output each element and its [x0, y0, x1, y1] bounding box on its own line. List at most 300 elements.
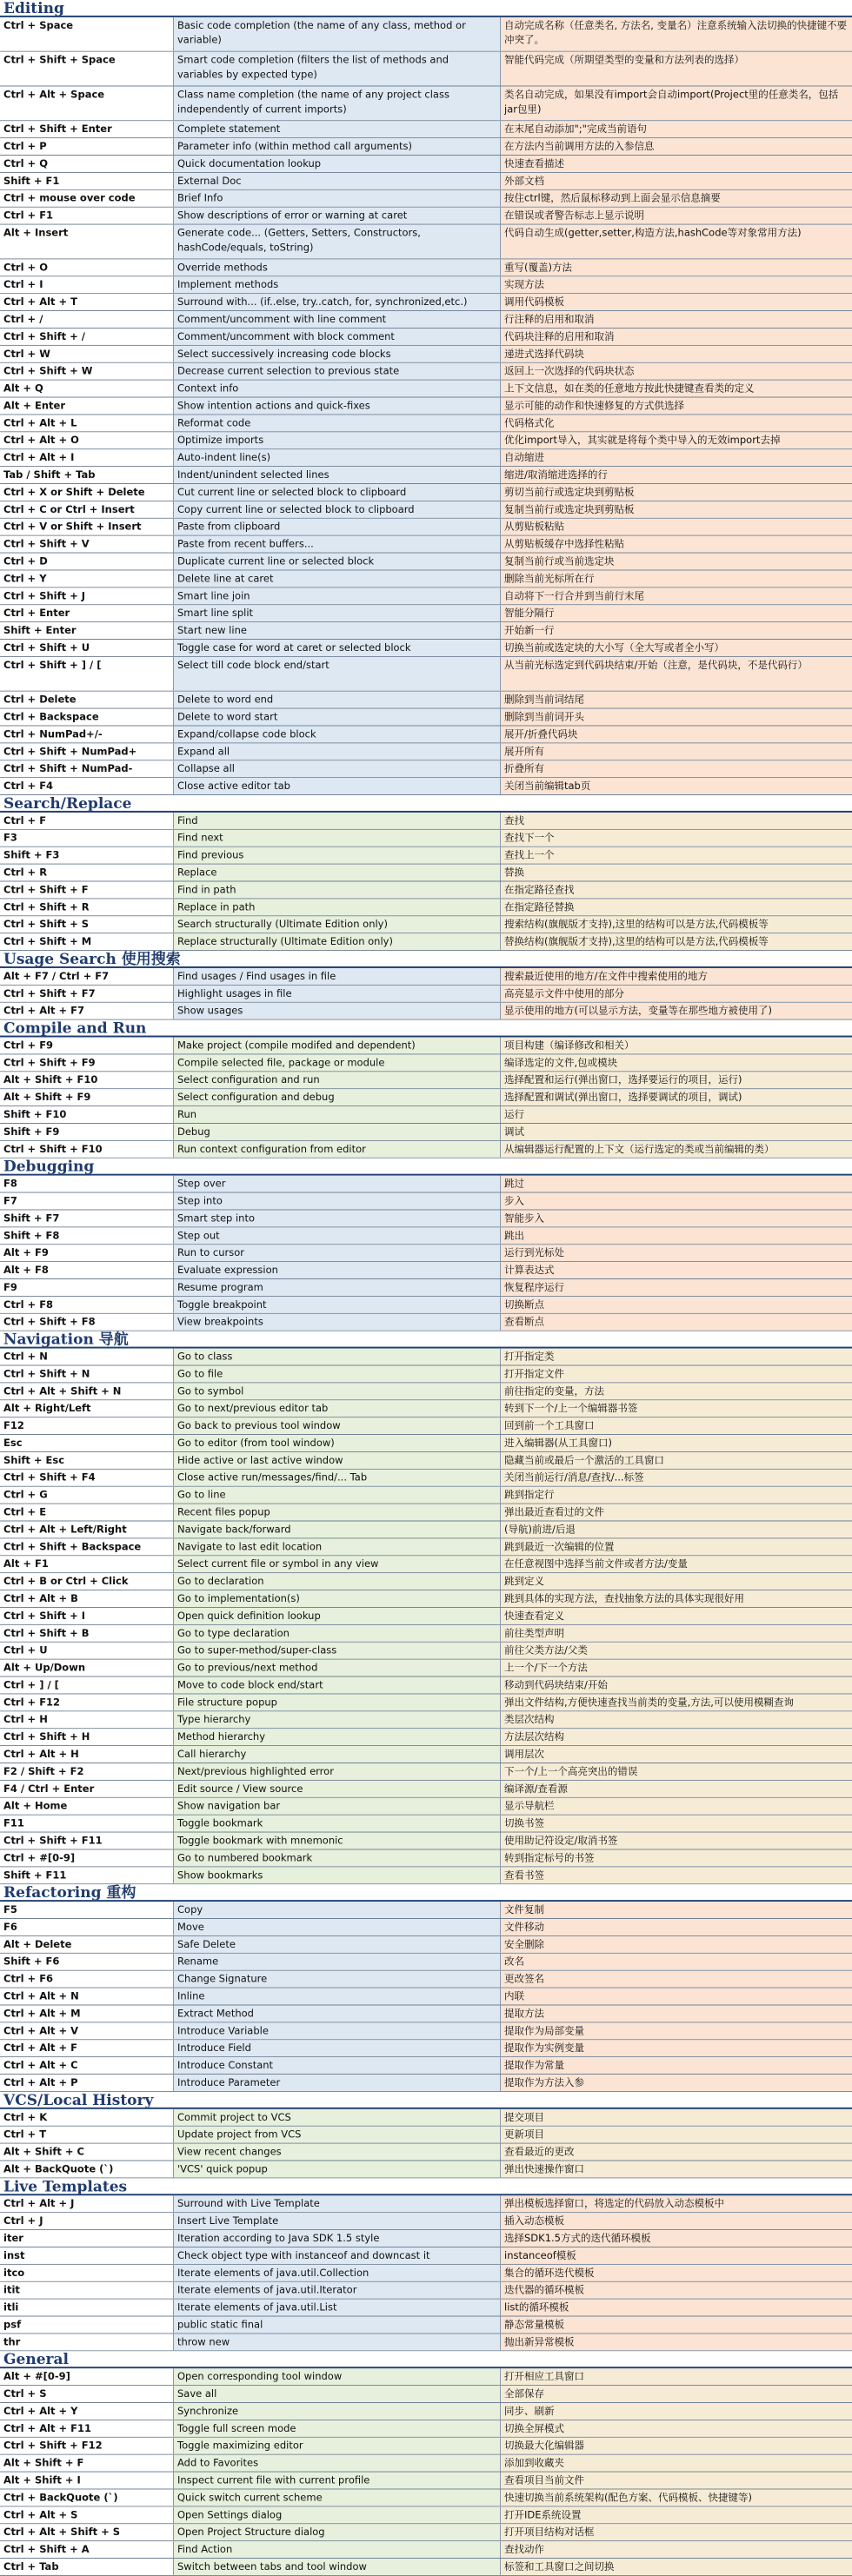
- shortcut-key: Shift + F3: [0, 847, 174, 864]
- shortcut-chinese-description: 弹出快速操作窗口: [501, 2161, 852, 2178]
- shortcut-chinese-description: 显示导航栏: [501, 1798, 852, 1815]
- shortcut-chinese-description: 显示可能的动作和快速修复的方式供选择: [501, 398, 852, 415]
- table-row: [0, 2368, 852, 2386]
- shortcut-key: Ctrl + Alt + S: [0, 2506, 174, 2523]
- shortcut-description: Replace in path: [174, 899, 501, 915]
- shortcut-description: Smart code completion (filters the list of methods and variables by expected type): [174, 52, 501, 86]
- section: [0, 951, 852, 1020]
- shortcut-key: Ctrl + Shift + H: [0, 1729, 174, 1745]
- shortcut-key: Shift + Esc: [0, 1452, 174, 1469]
- section-title: Navigation 导航: [0, 1331, 852, 1349]
- table-row: [0, 2559, 852, 2576]
- shortcut-description: Copy: [174, 1902, 501, 1918]
- shortcut-chinese-description: 代码块注释的启用和取消: [501, 329, 852, 345]
- shortcut-chinese-description: 实现方法: [501, 276, 852, 293]
- section: [0, 1331, 852, 1885]
- shortcut-key: Ctrl + D: [0, 554, 174, 570]
- table-row: [0, 363, 852, 381]
- shortcut-description: Basic code completion (the name of any class, method or variable): [174, 17, 501, 51]
- shortcut-chinese-description: 剪切当前行或选定块到剪贴板: [501, 484, 852, 501]
- table-row: [0, 881, 852, 899]
- table-row: [0, 156, 852, 173]
- shortcut-description: Find next: [174, 830, 501, 846]
- table-row: [0, 2109, 852, 2127]
- table-row: [0, 1729, 852, 1746]
- shortcut-description: Implement methods: [174, 276, 501, 293]
- shortcut-description: Run: [174, 1106, 501, 1123]
- shortcut-key: Ctrl + Shift + J: [0, 588, 174, 604]
- shortcut-description: Introduce Variable: [174, 2022, 501, 2039]
- shortcut-description: Parameter info (within method call arguments): [174, 138, 501, 155]
- shortcut-chinese-description: 从剪贴板粘贴: [501, 519, 852, 535]
- table-row: [0, 381, 852, 398]
- shortcut-key: Ctrl + W: [0, 346, 174, 362]
- shortcut-chinese-description: 选择配置和运行(弹出窗口，选择要运行的项目，运行): [501, 1072, 852, 1088]
- shortcut-key: Alt + Q: [0, 381, 174, 397]
- table-row: [0, 2403, 852, 2420]
- shortcut-description: Update project from VCS: [174, 2127, 501, 2143]
- table-row: [0, 1072, 852, 1089]
- shortcut-description: Open quick definition lookup: [174, 1608, 501, 1624]
- shortcut-description: Show descriptions of error or warning at caret: [174, 208, 501, 224]
- shortcut-description: Go to editor (from tool window): [174, 1435, 501, 1451]
- shortcut-description: Hide active or last active window: [174, 1452, 501, 1469]
- shortcut-key: Ctrl + H: [0, 1711, 174, 1728]
- table-row: [0, 1849, 852, 1867]
- shortcut-key: Alt + F8: [0, 1262, 174, 1278]
- shortcut-chinese-description: 跳到定义: [501, 1573, 852, 1590]
- shortcut-key: Ctrl + Alt + J: [0, 2195, 174, 2212]
- shortcut-description: public static final: [174, 2317, 501, 2334]
- table-row: [0, 1763, 852, 1781]
- shortcut-key: Ctrl + F6: [0, 1971, 174, 1988]
- shortcut-key: Ctrl + X or Shift + Delete: [0, 484, 174, 501]
- table-row: [0, 1504, 852, 1522]
- table-row: [0, 1141, 852, 1159]
- shortcut-key: itco: [0, 2265, 174, 2281]
- shortcut-key: F3: [0, 830, 174, 846]
- shortcut-description: Introduce Constant: [174, 2057, 501, 2074]
- shortcut-key: F8: [0, 1176, 174, 1192]
- shortcut-key: Ctrl + Alt + B: [0, 1590, 174, 1607]
- shortcut-chinese-description: 切换书签: [501, 1816, 852, 1832]
- table-row: [0, 467, 852, 484]
- table-row: [0, 1677, 852, 1695]
- shortcut-description: Extract Method: [174, 2005, 501, 2022]
- shortcut-key: Alt + Shift + C: [0, 2144, 174, 2161]
- table-row: [0, 933, 852, 951]
- table-row: [0, 501, 852, 519]
- table-row: [0, 1349, 852, 1366]
- shortcut-key: Ctrl + T: [0, 2127, 174, 2143]
- shortcut-description: Iterate elements of java.util.Collection: [174, 2265, 501, 2281]
- shortcut-description: Show navigation bar: [174, 1798, 501, 1815]
- shortcut-key: F6: [0, 1919, 174, 1935]
- shortcut-chinese-description: 编译源/查看源: [501, 1781, 852, 1797]
- shortcut-key: Ctrl + Shift + U: [0, 640, 174, 656]
- shortcut-chinese-description: 前往父类方法/父类: [501, 1643, 852, 1659]
- shortcut-key: Ctrl + Alt + F: [0, 2040, 174, 2056]
- shortcut-key: Alt + Enter: [0, 398, 174, 415]
- shortcut-key: Ctrl + P: [0, 138, 174, 155]
- shortcut-chinese-description: 打开指定文件: [501, 1365, 852, 1382]
- table-row: [0, 2524, 852, 2541]
- shortcut-key: Shift + F7: [0, 1210, 174, 1226]
- shortcut-description: Delete to word end: [174, 692, 501, 708]
- shortcut-chinese-description: 关闭当前运行/消息/查找/...标签: [501, 1470, 852, 1486]
- shortcut-description: Go to type declaration: [174, 1625, 501, 1642]
- shortcut-key: F5: [0, 1902, 174, 1918]
- shortcut-description: Toggle maximizing editor: [174, 2438, 501, 2454]
- shortcut-description: throw new: [174, 2334, 501, 2350]
- shortcut-key: Ctrl + Alt + P: [0, 2075, 174, 2091]
- shortcut-key: Alt + Shift + F: [0, 2455, 174, 2472]
- shortcut-key: Ctrl + ] / [: [0, 1677, 174, 1694]
- shortcut-description: Show intention actions and quick-fixes: [174, 398, 501, 415]
- table-row: [0, 865, 852, 882]
- shortcut-chinese-description: 删除到当前词开头: [501, 709, 852, 726]
- shortcut-description: Close active editor tab: [174, 778, 501, 794]
- table-row: [0, 1487, 852, 1504]
- table-row: [0, 813, 852, 830]
- shortcut-chinese-description: 跳到具体的实现方法，查找抽象方法的具体实现很好用: [501, 1590, 852, 1607]
- shortcut-chinese-description: 弹出文件结构,方便快速查找当前类的变量,方法,可以使用模糊查询: [501, 1694, 852, 1710]
- shortcut-key: Ctrl + Alt + H: [0, 1746, 174, 1763]
- table-row: [0, 1106, 852, 1124]
- section: [0, 1884, 852, 2092]
- shortcut-description: Find in path: [174, 881, 501, 898]
- shortcut-description: Brief Info: [174, 190, 501, 207]
- table-row: [0, 2040, 852, 2057]
- shortcut-key: Ctrl + Alt + I: [0, 449, 174, 466]
- shortcut-chinese-description: 查找上一个: [501, 847, 852, 864]
- table-row: [0, 726, 852, 743]
- shortcut-description: Run to cursor: [174, 1245, 501, 1261]
- shortcut-key: Ctrl + BackQuote (`): [0, 2489, 174, 2506]
- shortcut-key: Ctrl + Shift + F8: [0, 1314, 174, 1331]
- shortcut-key: Ctrl + Alt + T: [0, 294, 174, 310]
- shortcut-description: Collapse all: [174, 760, 501, 777]
- shortcut-description: Synchronize: [174, 2403, 501, 2420]
- shortcut-key: Ctrl + Shift + M: [0, 933, 174, 950]
- shortcut-chinese-description: 计算表达式: [501, 1262, 852, 1278]
- shortcut-key: Ctrl + Shift + F10: [0, 1141, 174, 1158]
- shortcut-chinese-description: 显示使用的地方(可以显示方法，变量等在那些地方被使用了): [501, 1003, 852, 1019]
- shortcut-chinese-description: 智能代码完成（所期望类型的变量和方法列表的选择）: [501, 52, 852, 86]
- table-row: [0, 449, 852, 467]
- shortcut-chinese-description: 按住ctrl键，然后鼠标移动到上面会显示信息摘要: [501, 190, 852, 207]
- shortcut-description: Comment/uncomment with line comment: [174, 311, 501, 328]
- shortcut-key: Ctrl + Alt + C: [0, 2057, 174, 2074]
- section-title: Search/Replace: [0, 795, 852, 813]
- shortcut-key: F11: [0, 1816, 174, 1832]
- shortcut-description: Find usages / Find usages in file: [174, 968, 501, 985]
- table-row: [0, 709, 852, 727]
- table-row: [0, 225, 852, 260]
- shortcut-key: Esc: [0, 1435, 174, 1451]
- shortcut-key: F7: [0, 1193, 174, 1210]
- shortcut-key: Ctrl + K: [0, 2109, 174, 2126]
- table-row: [0, 190, 852, 208]
- shortcut-chinese-description: 代码格式化: [501, 415, 852, 431]
- shortcut-key: Shift + F1: [0, 173, 174, 189]
- shortcut-description: Edit source / View source: [174, 1781, 501, 1797]
- shortcut-description: Select configuration and run: [174, 1072, 501, 1088]
- shortcut-description: Go to file: [174, 1365, 501, 1382]
- shortcut-chinese-description: 提取作为局部变量: [501, 2022, 852, 2039]
- table-row: [0, 1314, 852, 1331]
- table-row: [0, 1711, 852, 1729]
- shortcut-description: Duplicate current line or selected block: [174, 554, 501, 570]
- table-row: [0, 17, 852, 52]
- shortcut-chinese-description: 搜索结构(旗舰版才支持),这里的结构可以是方法,代码模板等: [501, 916, 852, 933]
- shortcut-chinese-description: 优化import导入，其实就是将每个类中导入的无效import去掉: [501, 432, 852, 448]
- shortcut-chinese-description: 在错误或者警告标志上显示说明: [501, 208, 852, 224]
- shortcut-key: F4 / Ctrl + Enter: [0, 1781, 174, 1797]
- shortcut-chinese-description: 展开所有: [501, 743, 852, 760]
- shortcut-description: Debug: [174, 1124, 501, 1140]
- shortcut-key: Ctrl + Shift + F: [0, 881, 174, 898]
- table-row: [0, 2420, 852, 2438]
- shortcut-chinese-description: 上下文信息，如在类的任意地方按此快捷键查看类的定义: [501, 381, 852, 397]
- shortcut-chinese-description: (导航)前进/后退: [501, 1521, 852, 1537]
- table-row: [0, 2195, 852, 2213]
- shortcut-chinese-description: 从当前光标选定到代码块结束/开始（注意，是代码块，不是代码行）: [501, 657, 852, 691]
- shortcut-chinese-description: 调用层次: [501, 1746, 852, 1763]
- shortcut-chinese-description: 代码自动生成(getter,setter,构造方法,hashCode等对象常用方法): [501, 225, 852, 259]
- shortcut-description: Quick switch current scheme: [174, 2489, 501, 2506]
- table-row: [0, 208, 852, 225]
- shortcut-description: View breakpoints: [174, 1314, 501, 1331]
- shortcut-description: Step into: [174, 1193, 501, 1210]
- table-row: [0, 1470, 852, 1487]
- shortcut-description: Add to Favorites: [174, 2455, 501, 2472]
- shortcut-chinese-description: list的循环模板: [501, 2300, 852, 2316]
- table-row: [0, 415, 852, 432]
- shortcut-description: Paste from recent buffers...: [174, 536, 501, 553]
- shortcut-key: itli: [0, 2300, 174, 2316]
- shortcut-key: Ctrl + F8: [0, 1297, 174, 1313]
- section: [0, 1020, 852, 1159]
- shortcut-description: Go to implementation(s): [174, 1590, 501, 1607]
- shortcut-chinese-description: 类名自动完成，如果没有import会自动import(Project里的任意类名，包括jar包里): [501, 86, 852, 120]
- section: [0, 2351, 852, 2576]
- shortcut-key: Ctrl + O: [0, 259, 174, 276]
- shortcut-description: Go to class: [174, 1349, 501, 1365]
- table-row: [0, 519, 852, 536]
- shortcut-key: F9: [0, 1279, 174, 1296]
- table-row: [0, 2057, 852, 2075]
- shortcut-key: Shift + F10: [0, 1106, 174, 1123]
- shortcut-key: Ctrl + G: [0, 1487, 174, 1504]
- table-row: [0, 1936, 852, 1954]
- shortcut-key: Ctrl + Shift + A: [0, 2541, 174, 2558]
- shortcut-description: Open Project Structure dialog: [174, 2524, 501, 2540]
- table-row: [0, 1038, 852, 1055]
- shortcut-key: Alt + F7 / Ctrl + F7: [0, 968, 174, 985]
- shortcut-chinese-description: 调试: [501, 1124, 852, 1140]
- table-row: [0, 1971, 852, 1988]
- shortcut-chinese-description: 查看项目当前文件: [501, 2473, 852, 2489]
- shortcut-key: Shift + Enter: [0, 622, 174, 639]
- shortcut-chinese-description: 展开/折叠代码块: [501, 726, 852, 742]
- shortcut-key: Ctrl + Backspace: [0, 709, 174, 726]
- shortcut-chinese-description: 更新项目: [501, 2127, 852, 2143]
- table-row: [0, 1279, 852, 1297]
- shortcut-description: Toggle breakpoint: [174, 1297, 501, 1313]
- shortcut-chinese-description: 插入动态模板: [501, 2213, 852, 2229]
- shortcut-description: Open corresponding tool window: [174, 2368, 501, 2385]
- table-row: [0, 2317, 852, 2334]
- shortcut-chinese-description: 隐藏当前或最后一个激活的工具窗口: [501, 1452, 852, 1469]
- shortcut-chinese-description: 切换最大化编辑器: [501, 2438, 852, 2454]
- table-row: [0, 2489, 852, 2506]
- shortcut-description: Find previous: [174, 847, 501, 864]
- table-row: [0, 346, 852, 363]
- shortcut-key: Ctrl + Alt + F11: [0, 2420, 174, 2437]
- shortcut-key: Alt + F1: [0, 1556, 174, 1572]
- table-row: [0, 1400, 852, 1417]
- shortcut-chinese-description: 智能步入: [501, 1210, 852, 1226]
- shortcut-chinese-description: 标签和工具窗口之间切换: [501, 2559, 852, 2575]
- section: [0, 795, 852, 951]
- shortcut-description: Complete statement: [174, 121, 501, 137]
- shortcut-chinese-description: 迭代器的循环模板: [501, 2282, 852, 2299]
- shortcut-description: Go to numbered bookmark: [174, 1849, 501, 1866]
- shortcut-description: Inline: [174, 1988, 501, 2005]
- section: [0, 2092, 852, 2178]
- shortcut-chinese-description: 在末尾自动添加";"完成当前语句: [501, 121, 852, 137]
- table-row: [0, 2282, 852, 2300]
- shortcut-description: Optimize imports: [174, 432, 501, 448]
- shortcut-description: Recent files popup: [174, 1504, 501, 1521]
- shortcut-chinese-description: 复制当前行或选定块到剪贴板: [501, 501, 852, 518]
- table-row: [0, 2506, 852, 2524]
- shortcut-key: Ctrl + Alt + O: [0, 432, 174, 448]
- shortcut-description: Select current file or symbol in any view: [174, 1556, 501, 1572]
- table-row: [0, 2334, 852, 2351]
- section: [0, 2178, 852, 2351]
- table-row: [0, 2075, 852, 2092]
- shortcut-key: Ctrl + Shift + R: [0, 899, 174, 915]
- shortcut-description: Indent/unindent selected lines: [174, 467, 501, 483]
- shortcut-description: Go to symbol: [174, 1383, 501, 1399]
- table-row: [0, 1660, 852, 1677]
- table-row: [0, 2247, 852, 2265]
- table-row: [0, 294, 852, 311]
- shortcut-description: Paste from clipboard: [174, 519, 501, 535]
- shortcut-description: Insert Live Template: [174, 2213, 501, 2229]
- shortcut-key: Alt + #[0-9]: [0, 2368, 174, 2385]
- shortcut-key: Ctrl + Shift + V: [0, 536, 174, 553]
- table-row: [0, 2300, 852, 2317]
- shortcut-description: Smart line split: [174, 605, 501, 621]
- shortcut-description: Iterate elements of java.util.List: [174, 2300, 501, 2316]
- table-row: [0, 1262, 852, 1279]
- shortcut-chinese-description: 方法层次结构: [501, 1729, 852, 1745]
- shortcut-chinese-description: 回到前一个工具窗口: [501, 1417, 852, 1434]
- shortcut-chinese-description: 跳出: [501, 1227, 852, 1244]
- shortcut-chinese-description: 缩进/取消缩进选择的行: [501, 467, 852, 483]
- shortcut-key: Ctrl + Shift + F11: [0, 1833, 174, 1849]
- shortcut-key: Ctrl + Shift + NumPad+: [0, 743, 174, 760]
- shortcut-chinese-description: 打开相应工具窗口: [501, 2368, 852, 2385]
- shortcut-chinese-description: 智能分隔行: [501, 605, 852, 621]
- shortcut-chinese-description: 行注释的启用和取消: [501, 311, 852, 328]
- table-row: [0, 899, 852, 916]
- table-row: [0, 554, 852, 571]
- shortcut-key: Ctrl + #[0-9]: [0, 1849, 174, 1866]
- shortcut-chinese-description: 查找动作: [501, 2541, 852, 2558]
- section-title: VCS/Local History: [0, 2092, 852, 2109]
- shortcut-chinese-description: 转到指定标号的书签: [501, 1849, 852, 1866]
- shortcut-key: Ctrl + F: [0, 813, 174, 829]
- shortcut-chinese-description: 全部保存: [501, 2386, 852, 2402]
- shortcut-key: Alt + F9: [0, 1245, 174, 1261]
- shortcut-chinese-description: 跳到指定行: [501, 1487, 852, 1504]
- table-row: [0, 830, 852, 847]
- shortcut-key: Ctrl + Shift + B: [0, 1625, 174, 1642]
- table-row: [0, 1988, 852, 2006]
- shortcut-description: Iteration according to Java SDK 1.5 style: [174, 2230, 501, 2247]
- table-row: [0, 1643, 852, 1660]
- table-row: [0, 173, 852, 190]
- shortcut-description: Select configuration and debug: [174, 1089, 501, 1105]
- shortcut-description: Go to super-method/super-class: [174, 1643, 501, 1659]
- shortcut-chinese-description: 打开项目结构对话框: [501, 2524, 852, 2540]
- shortcut-chinese-description: 替换结构(旗舰版才支持),这里的结构可以是方法,代码模板等: [501, 933, 852, 950]
- shortcut-key: Ctrl + Shift + /: [0, 329, 174, 345]
- table-row: [0, 916, 852, 933]
- table-row: [0, 52, 852, 87]
- shortcut-description: Search structurally (Ultimate Edition only): [174, 916, 501, 933]
- shortcut-description: Commit project to VCS: [174, 2109, 501, 2126]
- shortcut-chinese-description: 在任意视图中选择当前文件或者方法/变量: [501, 1556, 852, 1572]
- shortcut-chinese-description: 下一个/上一个高亮突出的错误: [501, 1763, 852, 1780]
- table-row: [0, 1297, 852, 1314]
- shortcut-key: thr: [0, 2334, 174, 2350]
- shortcut-key: itit: [0, 2282, 174, 2299]
- shortcut-chinese-description: 静态常量模板: [501, 2317, 852, 2334]
- table-row: [0, 1798, 852, 1816]
- shortcut-key: Ctrl + Alt + L: [0, 415, 174, 431]
- shortcut-chinese-description: 项目构建（编译修改和相关）: [501, 1038, 852, 1054]
- shortcut-description: Step out: [174, 1227, 501, 1244]
- shortcut-chinese-description: 查找: [501, 813, 852, 829]
- shortcut-description: Rename: [174, 1954, 501, 1970]
- shortcut-key: Alt + Shift + F9: [0, 1089, 174, 1105]
- shortcut-key: Ctrl + Shift + Enter: [0, 121, 174, 137]
- shortcut-chinese-description: 切换当前或选定块的大小写（全大写或者全小写）: [501, 640, 852, 656]
- table-row: [0, 1919, 852, 1936]
- shortcut-description: External Doc: [174, 173, 501, 189]
- shortcut-key: Ctrl + Shift + F12: [0, 2438, 174, 2454]
- shortcut-chinese-description: 自动完成名称（任意类名, 方法名, 变量名）注意系统输入法切换的快捷键不要冲突了。: [501, 17, 852, 51]
- shortcut-description: Next/previous highlighted error: [174, 1763, 501, 1780]
- shortcut-description: Evaluate expression: [174, 1262, 501, 1278]
- table-row: [0, 692, 852, 709]
- table-row: [0, 2230, 852, 2247]
- shortcut-chinese-description: 替换: [501, 865, 852, 881]
- table-row: [0, 1365, 852, 1383]
- shortcut-chinese-description: 搜索最近使用的地方/在文件中搜索使用的地方: [501, 968, 852, 985]
- table-row: [0, 311, 852, 329]
- table-row: [0, 622, 852, 640]
- shortcut-key: Ctrl + Alt + Space: [0, 86, 174, 120]
- shortcut-key: Ctrl + mouse over code: [0, 190, 174, 207]
- shortcut-chinese-description: instanceof模板: [501, 2247, 852, 2264]
- table-row: [0, 1245, 852, 1262]
